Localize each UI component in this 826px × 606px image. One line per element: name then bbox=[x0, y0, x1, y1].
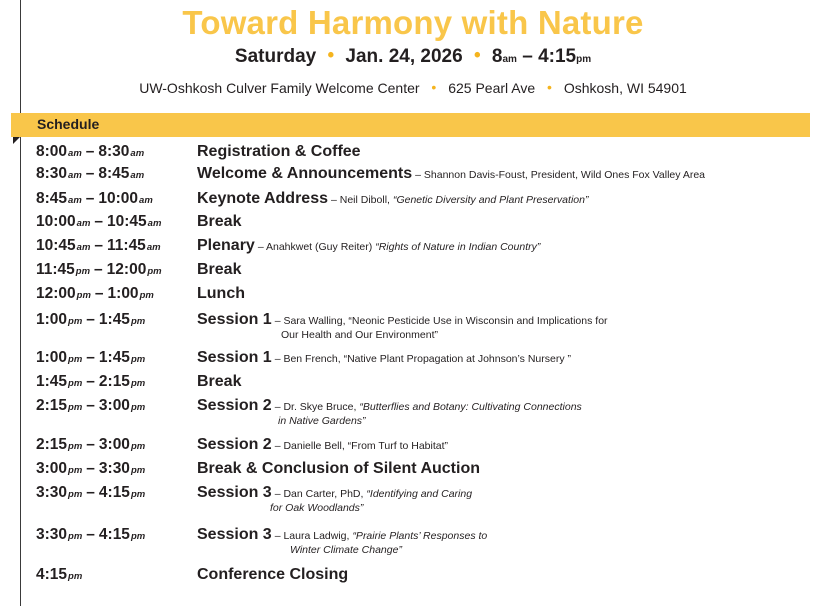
time-end-ap: am bbox=[147, 218, 162, 229]
time-end-ap: pm bbox=[130, 354, 146, 365]
venue-city: Oshkosh, WI 54901 bbox=[563, 80, 687, 96]
event-name: Session 3 bbox=[197, 526, 272, 543]
time-start: 3:30 bbox=[36, 526, 68, 543]
time-start-ap: pm bbox=[68, 571, 83, 582]
time-end: 8:45 bbox=[98, 165, 130, 182]
time-start: 2:15 bbox=[36, 436, 68, 453]
row-event bbox=[197, 349, 571, 367]
event-name: Break bbox=[197, 373, 242, 390]
event-detail-continued: in Native Gardens” bbox=[278, 415, 366, 427]
event-talk-title: “Butterflies and Botany: Cultivating Connections bbox=[359, 401, 582, 413]
row-time bbox=[36, 526, 145, 544]
venue-address: 625 Pearl Ave bbox=[448, 80, 536, 96]
row-time bbox=[36, 213, 161, 231]
row-time bbox=[36, 566, 82, 584]
event-time-start: 8 bbox=[491, 46, 503, 67]
time-end: 4:15 bbox=[98, 484, 130, 501]
event-time-end-ap: pm bbox=[576, 54, 592, 65]
time-start-ap: pm bbox=[68, 354, 83, 365]
event-name: Session 2 bbox=[197, 436, 272, 453]
schedule-heading: Schedule bbox=[37, 116, 100, 132]
event-name: Session 2 bbox=[197, 397, 272, 414]
time-start: 3:30 bbox=[36, 484, 68, 501]
event-venue-line bbox=[0, 80, 826, 96]
time-end-ap: pm bbox=[147, 266, 162, 277]
time-start: 1:00 bbox=[36, 349, 68, 366]
time-dash: – bbox=[86, 484, 95, 501]
time-start-ap: am bbox=[68, 148, 82, 159]
event-title: Toward Harmony with Nature bbox=[182, 4, 644, 41]
time-start-ap: am bbox=[76, 242, 91, 253]
time-start-ap: pm bbox=[76, 290, 91, 301]
event-name: Welcome & Announcements bbox=[197, 165, 413, 182]
time-start-ap: am bbox=[68, 170, 82, 181]
event-talk-title: “Prairie Plants’ Responses to bbox=[352, 530, 488, 542]
time-end-ap: am bbox=[130, 148, 145, 159]
time-start: 1:45 bbox=[36, 373, 68, 390]
event-speaker: – Sara Walling, “Neonic Pesticide Use in Wisconsin and Implications for bbox=[274, 315, 608, 327]
time-end: 2:15 bbox=[98, 373, 130, 390]
time-start: 12:00 bbox=[36, 285, 76, 302]
event-name: Break bbox=[197, 213, 242, 230]
time-dash: – bbox=[85, 165, 95, 182]
event-speaker: – Anahkwet (Guy Reiter) bbox=[257, 241, 373, 253]
event-talk-title: “Rights of Nature in Indian Country” bbox=[375, 241, 541, 253]
time-end-ap: pm bbox=[130, 441, 146, 452]
schedule-header-bar bbox=[11, 113, 810, 137]
event-speaker: – Danielle Bell, “From Turf to Habitat” bbox=[274, 440, 449, 452]
time-dash: – bbox=[94, 261, 103, 278]
row-event bbox=[197, 261, 241, 279]
bullet-separator: • bbox=[473, 45, 481, 66]
row-event bbox=[197, 526, 487, 544]
row-event bbox=[197, 566, 348, 584]
time-end: 8:30 bbox=[98, 143, 130, 160]
time-start: 8:00 bbox=[36, 143, 68, 160]
time-dash: – bbox=[94, 237, 104, 254]
time-start: 1:00 bbox=[36, 311, 68, 328]
row-event bbox=[197, 285, 245, 303]
time-end: 3:00 bbox=[98, 436, 130, 453]
time-start: 3:00 bbox=[36, 460, 68, 477]
row-time bbox=[36, 190, 153, 208]
row-event bbox=[197, 311, 608, 329]
event-detail-continued: Our Health and Our Environment” bbox=[281, 329, 438, 341]
time-start: 10:45 bbox=[36, 237, 76, 254]
time-dash: – bbox=[86, 436, 95, 453]
bullet-separator: • bbox=[431, 79, 437, 95]
time-end-ap: pm bbox=[130, 402, 146, 413]
event-name: Session 1 bbox=[197, 349, 272, 366]
event-talk-title: “Genetic Diversity and Plant Preservation” bbox=[392, 194, 589, 206]
row-event bbox=[197, 213, 241, 231]
row-event bbox=[197, 143, 361, 161]
time-start-ap: pm bbox=[75, 266, 91, 277]
event-speaker: – Dr. Skye Bruce, bbox=[274, 401, 357, 413]
time-end-ap: pm bbox=[139, 290, 154, 301]
event-name: Conference Closing bbox=[197, 566, 349, 583]
time-dash: – bbox=[85, 143, 95, 160]
event-speaker: – Ben French, “Native Plant Propagation at Johnson’s Nursery ” bbox=[274, 353, 571, 365]
event-date: Jan. 24, 2026 bbox=[345, 46, 463, 67]
row-time bbox=[36, 165, 144, 183]
row-time bbox=[36, 311, 145, 329]
row-time bbox=[36, 349, 145, 367]
time-end: 3:00 bbox=[98, 397, 130, 414]
row-event bbox=[197, 436, 448, 454]
time-end: 1:00 bbox=[107, 285, 139, 302]
time-end-ap: pm bbox=[130, 378, 146, 389]
event-speaker: – Shannon Davis-Foust, President, Wild Ones Fox Valley Area bbox=[415, 169, 706, 181]
time-start: 8:30 bbox=[36, 165, 68, 182]
row-event bbox=[197, 460, 480, 478]
row-time bbox=[36, 373, 145, 391]
time-end-ap: am bbox=[130, 170, 145, 181]
row-time bbox=[36, 484, 145, 502]
row-time bbox=[36, 436, 145, 454]
row-event bbox=[197, 373, 241, 391]
event-time-sep: – bbox=[522, 46, 533, 67]
event-name: Registration & Coffee bbox=[197, 143, 361, 160]
time-start-ap: pm bbox=[68, 441, 83, 452]
event-detail-continued: for Oak Woodlands” bbox=[270, 502, 364, 514]
time-start-ap: pm bbox=[68, 402, 83, 413]
time-start: 10:00 bbox=[36, 213, 76, 230]
row-event bbox=[197, 237, 540, 255]
time-end-ap: pm bbox=[130, 465, 146, 476]
event-detail-continued: Winter Climate Change” bbox=[290, 544, 402, 556]
time-start-ap: pm bbox=[68, 489, 83, 500]
event-time-end: 4:15 bbox=[538, 46, 577, 67]
time-dash: – bbox=[86, 311, 95, 328]
event-speaker: – Dan Carter, PhD, bbox=[274, 488, 364, 500]
time-end: 1:45 bbox=[98, 311, 130, 328]
time-dash: – bbox=[86, 349, 95, 366]
time-dash: – bbox=[86, 373, 95, 390]
time-end: 3:30 bbox=[98, 460, 130, 477]
event-time-start-ap: am bbox=[502, 54, 517, 65]
event-name: Break bbox=[197, 261, 242, 278]
time-start: 4:15 bbox=[36, 566, 68, 583]
time-end-ap: pm bbox=[130, 531, 146, 542]
event-name: Session 3 bbox=[197, 484, 272, 501]
row-time bbox=[36, 397, 145, 415]
row-event bbox=[197, 397, 582, 415]
bullet-separator: • bbox=[547, 79, 552, 95]
time-start-ap: pm bbox=[68, 531, 83, 542]
event-name: Lunch bbox=[197, 285, 245, 302]
row-event bbox=[197, 190, 588, 208]
time-dash: – bbox=[86, 397, 95, 414]
time-start: 8:45 bbox=[36, 190, 68, 207]
row-event bbox=[197, 484, 472, 502]
time-dash: – bbox=[86, 526, 95, 543]
time-end: 10:45 bbox=[107, 213, 147, 230]
event-name: Break & Conclusion of Silent Auction bbox=[197, 460, 480, 477]
time-end-ap: pm bbox=[130, 316, 146, 327]
time-start-ap: pm bbox=[68, 378, 83, 389]
time-start: 2:15 bbox=[36, 397, 68, 414]
time-end: 4:15 bbox=[98, 526, 130, 543]
event-speaker: – Neil Diboll, bbox=[331, 194, 390, 206]
time-dash: – bbox=[94, 213, 104, 230]
time-start-ap: am bbox=[76, 218, 91, 229]
time-end: 1:45 bbox=[98, 349, 130, 366]
row-time bbox=[36, 285, 154, 303]
time-dash: – bbox=[94, 285, 104, 302]
event-talk-title: “Identifying and Caring bbox=[366, 488, 473, 500]
venue-name: UW-Oshkosh Culver Family Welcome Center bbox=[139, 80, 420, 96]
event-name: Keynote Address bbox=[197, 190, 328, 207]
time-end-ap: am bbox=[139, 195, 153, 206]
row-event bbox=[197, 165, 705, 183]
row-time bbox=[36, 460, 145, 478]
time-start-ap: pm bbox=[68, 316, 83, 327]
event-name: Plenary bbox=[197, 237, 255, 254]
event-day: Saturday bbox=[234, 46, 317, 67]
time-start-ap: am bbox=[68, 195, 82, 206]
time-end-ap: pm bbox=[130, 489, 146, 500]
time-end: 12:00 bbox=[106, 261, 147, 278]
time-dash: – bbox=[86, 460, 95, 477]
event-dateline bbox=[0, 46, 826, 68]
corner-marker bbox=[13, 137, 20, 144]
event-speaker: – Laura Ladwig, bbox=[274, 530, 350, 542]
bullet-separator: • bbox=[327, 45, 335, 66]
time-end-ap: am bbox=[146, 242, 161, 253]
row-time bbox=[36, 261, 162, 279]
time-start: 11:45 bbox=[36, 261, 75, 278]
row-time bbox=[36, 143, 144, 161]
time-end: 10:00 bbox=[98, 190, 139, 207]
time-start-ap: pm bbox=[68, 465, 83, 476]
time-end: 11:45 bbox=[107, 237, 146, 254]
time-dash: – bbox=[85, 190, 95, 207]
event-name: Session 1 bbox=[197, 311, 272, 328]
row-time bbox=[36, 237, 161, 255]
